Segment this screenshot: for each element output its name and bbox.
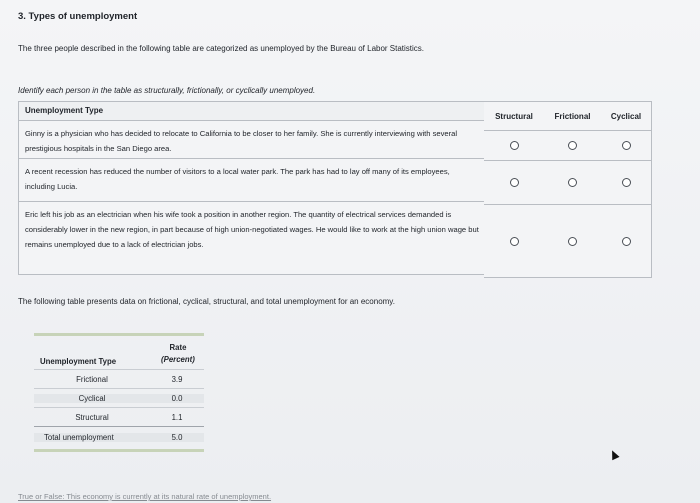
answer-grid	[484, 101, 652, 278]
table-row	[34, 407, 204, 426]
row-rate: 3.9	[171, 374, 183, 384]
row-type: Structural	[75, 412, 109, 422]
radio-lucia-cyclical[interactable]	[622, 178, 631, 187]
row-type: Frictional	[76, 374, 108, 384]
table-row	[34, 388, 204, 407]
type-column-header: Unemployment Type	[40, 357, 117, 366]
rate-label: Rate	[169, 343, 187, 352]
column-cyclical: Cyclical	[610, 111, 642, 121]
table-row	[34, 369, 204, 388]
column-structural: Structural	[495, 111, 533, 121]
total-type: Total unemployment	[34, 433, 150, 442]
radio-ginny-cyclical[interactable]	[622, 141, 631, 150]
column-frictional: Frictional	[554, 111, 591, 121]
rate-column-header	[152, 342, 204, 366]
data-table-header	[34, 342, 204, 369]
row-rate: 1.1	[171, 412, 183, 422]
row-rate: 0.0	[150, 394, 204, 403]
percent-label: (Percent)	[161, 355, 195, 364]
scenario-lucia: A recent recession has reduced the number of visitors to a local water park. The park has had to lay off many of its employees, including Lucia.	[19, 159, 485, 202]
question-table-header: Unemployment Type	[19, 102, 485, 121]
answer-row-lucia	[484, 161, 651, 205]
intro-text: The three people described in the following table are categorized as unemployed by the Bureau of Labor Statistics.	[18, 44, 425, 53]
next-question-text: True or False: This economy is currently at its natural rate of unemployment.	[18, 492, 272, 501]
answer-row-eric	[484, 205, 651, 277]
unemployment-data-table	[34, 333, 204, 452]
radio-eric-cyclical[interactable]	[622, 237, 631, 246]
answer-row-ginny	[484, 131, 651, 161]
table-bottom-rule	[34, 449, 204, 452]
mouse-cursor-icon	[608, 449, 619, 461]
table-total-row	[34, 426, 204, 447]
radio-eric-structural[interactable]	[510, 237, 519, 246]
radio-ginny-structural[interactable]	[510, 141, 519, 150]
instruction-text: Identify each person in the table as structurally, frictionally, or cyclically unemployed.	[18, 86, 316, 95]
question-heading: 3. Types of unemployment	[18, 11, 138, 22]
question-table	[18, 101, 486, 275]
radio-lucia-structural[interactable]	[510, 178, 519, 187]
radio-lucia-frictional[interactable]	[568, 178, 577, 187]
radio-eric-frictional[interactable]	[568, 237, 577, 246]
scenario-ginny: Ginny is a physician who has decided to relocate to California to be closer to her family. She is currently interviewing with several prestigious hospitals in the San Diego area.	[19, 121, 485, 159]
row-type: Cyclical	[34, 394, 150, 403]
scenario-eric: Eric left his job as an electrician when his wife took a position in another region. The quantity of electrical services demanded is considerably lower in the new region, in part because of high union-negotiated wages. He would like to work at the high union wage but remains unemployed due to a lack of electrician jobs.	[25, 210, 479, 249]
data-table-caption: The following table presents data on frictional, cyclical, structural, and total unemployment for an economy.	[18, 297, 395, 306]
table-top-rule	[34, 333, 204, 336]
answer-grid-header	[484, 102, 651, 131]
total-rate: 5.0	[150, 433, 204, 442]
radio-ginny-frictional[interactable]	[568, 141, 577, 150]
